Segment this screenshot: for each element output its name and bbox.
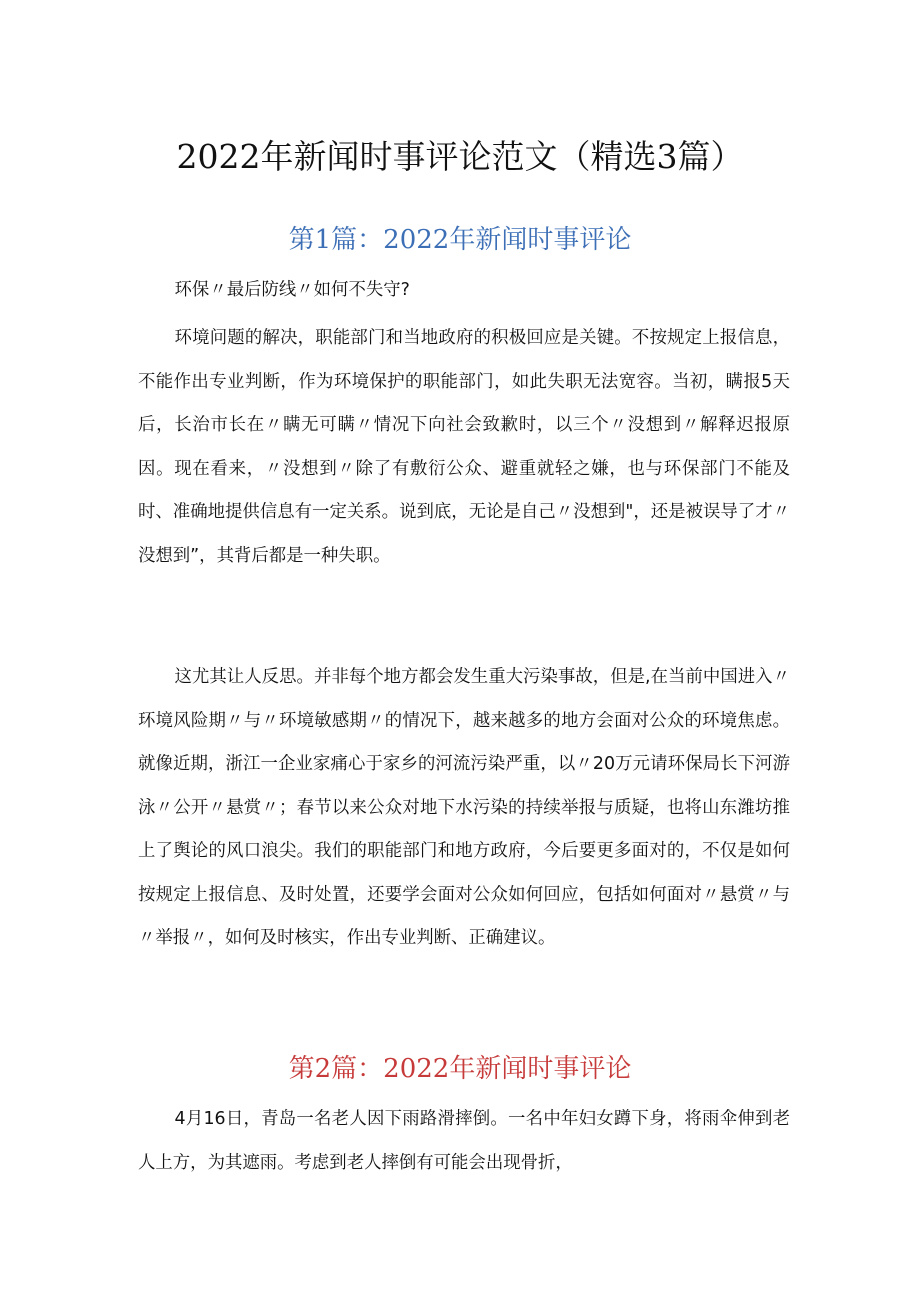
document-title: 2022年新闻时事评论范文（精选3篇） (176, 137, 744, 176)
section-1-paragraph-3: 这尤其让人反思。并非每个地方都会发生重大污染事故，但是,在当前中国进入〃环境风险期〃与〃环境敏感期〃的情况下，越来越多的地方会面对公众的环境焦虑。就像近期，浙江一企业家痛心于家乡的河流污染严重，以〃20万元请环保局长下河游泳〃公开〃悬赏〃；春节以来公众对地下水污染的持续举报与质疑，也将山东潍坊推上了舆论的风口浪尖。我们的职能部门和地方政府，今后要更多面对的，不仅是如何按规定上报信息、及时处置，还要学会面对公众如何回应，包括如何面对〃悬赏〃与〃举报〃，如何及时核实，作出专业判断、正确建议。 (138, 667, 790, 948)
section-2-heading: 第2篇：2022年新闻时事评论 (288, 1054, 632, 1084)
section-1-heading: 第1篇：2022年新闻时事评论 (288, 225, 632, 255)
section-1-paragraph-1: 环保〃最后防线〃如何不失守? (174, 280, 410, 300)
section-1-paragraph-2: 环境问题的解决，职能部门和当地政府的积极回应是关键。不按规定上报信息，不能作出专业判断，作为环境保护的职能部门，如此失职无法宽容。当初，瞒报5天后，长治市长在〃瞒无可瞒〃情况下向社会致歉时，以三个〃没想到〃解释迟报原因。现在看来，〃没想到〃除了有敷衍公众、避重就轻之嫌，也与环保部门不能及时、准确地提供信息有一定关系。说到底，无论是自己〃没想到"，还是被误导了才〃没想到”，其背后都是一种失职。 (138, 328, 790, 566)
section-2-paragraph-1: 4月16日，青岛一名老人因下雨路滑摔倒。一名中年妇女蹲下身，将雨伞伸到老人上方，为其遮雨。考虑到老人摔倒有可能会出现骨折， (138, 1109, 790, 1173)
